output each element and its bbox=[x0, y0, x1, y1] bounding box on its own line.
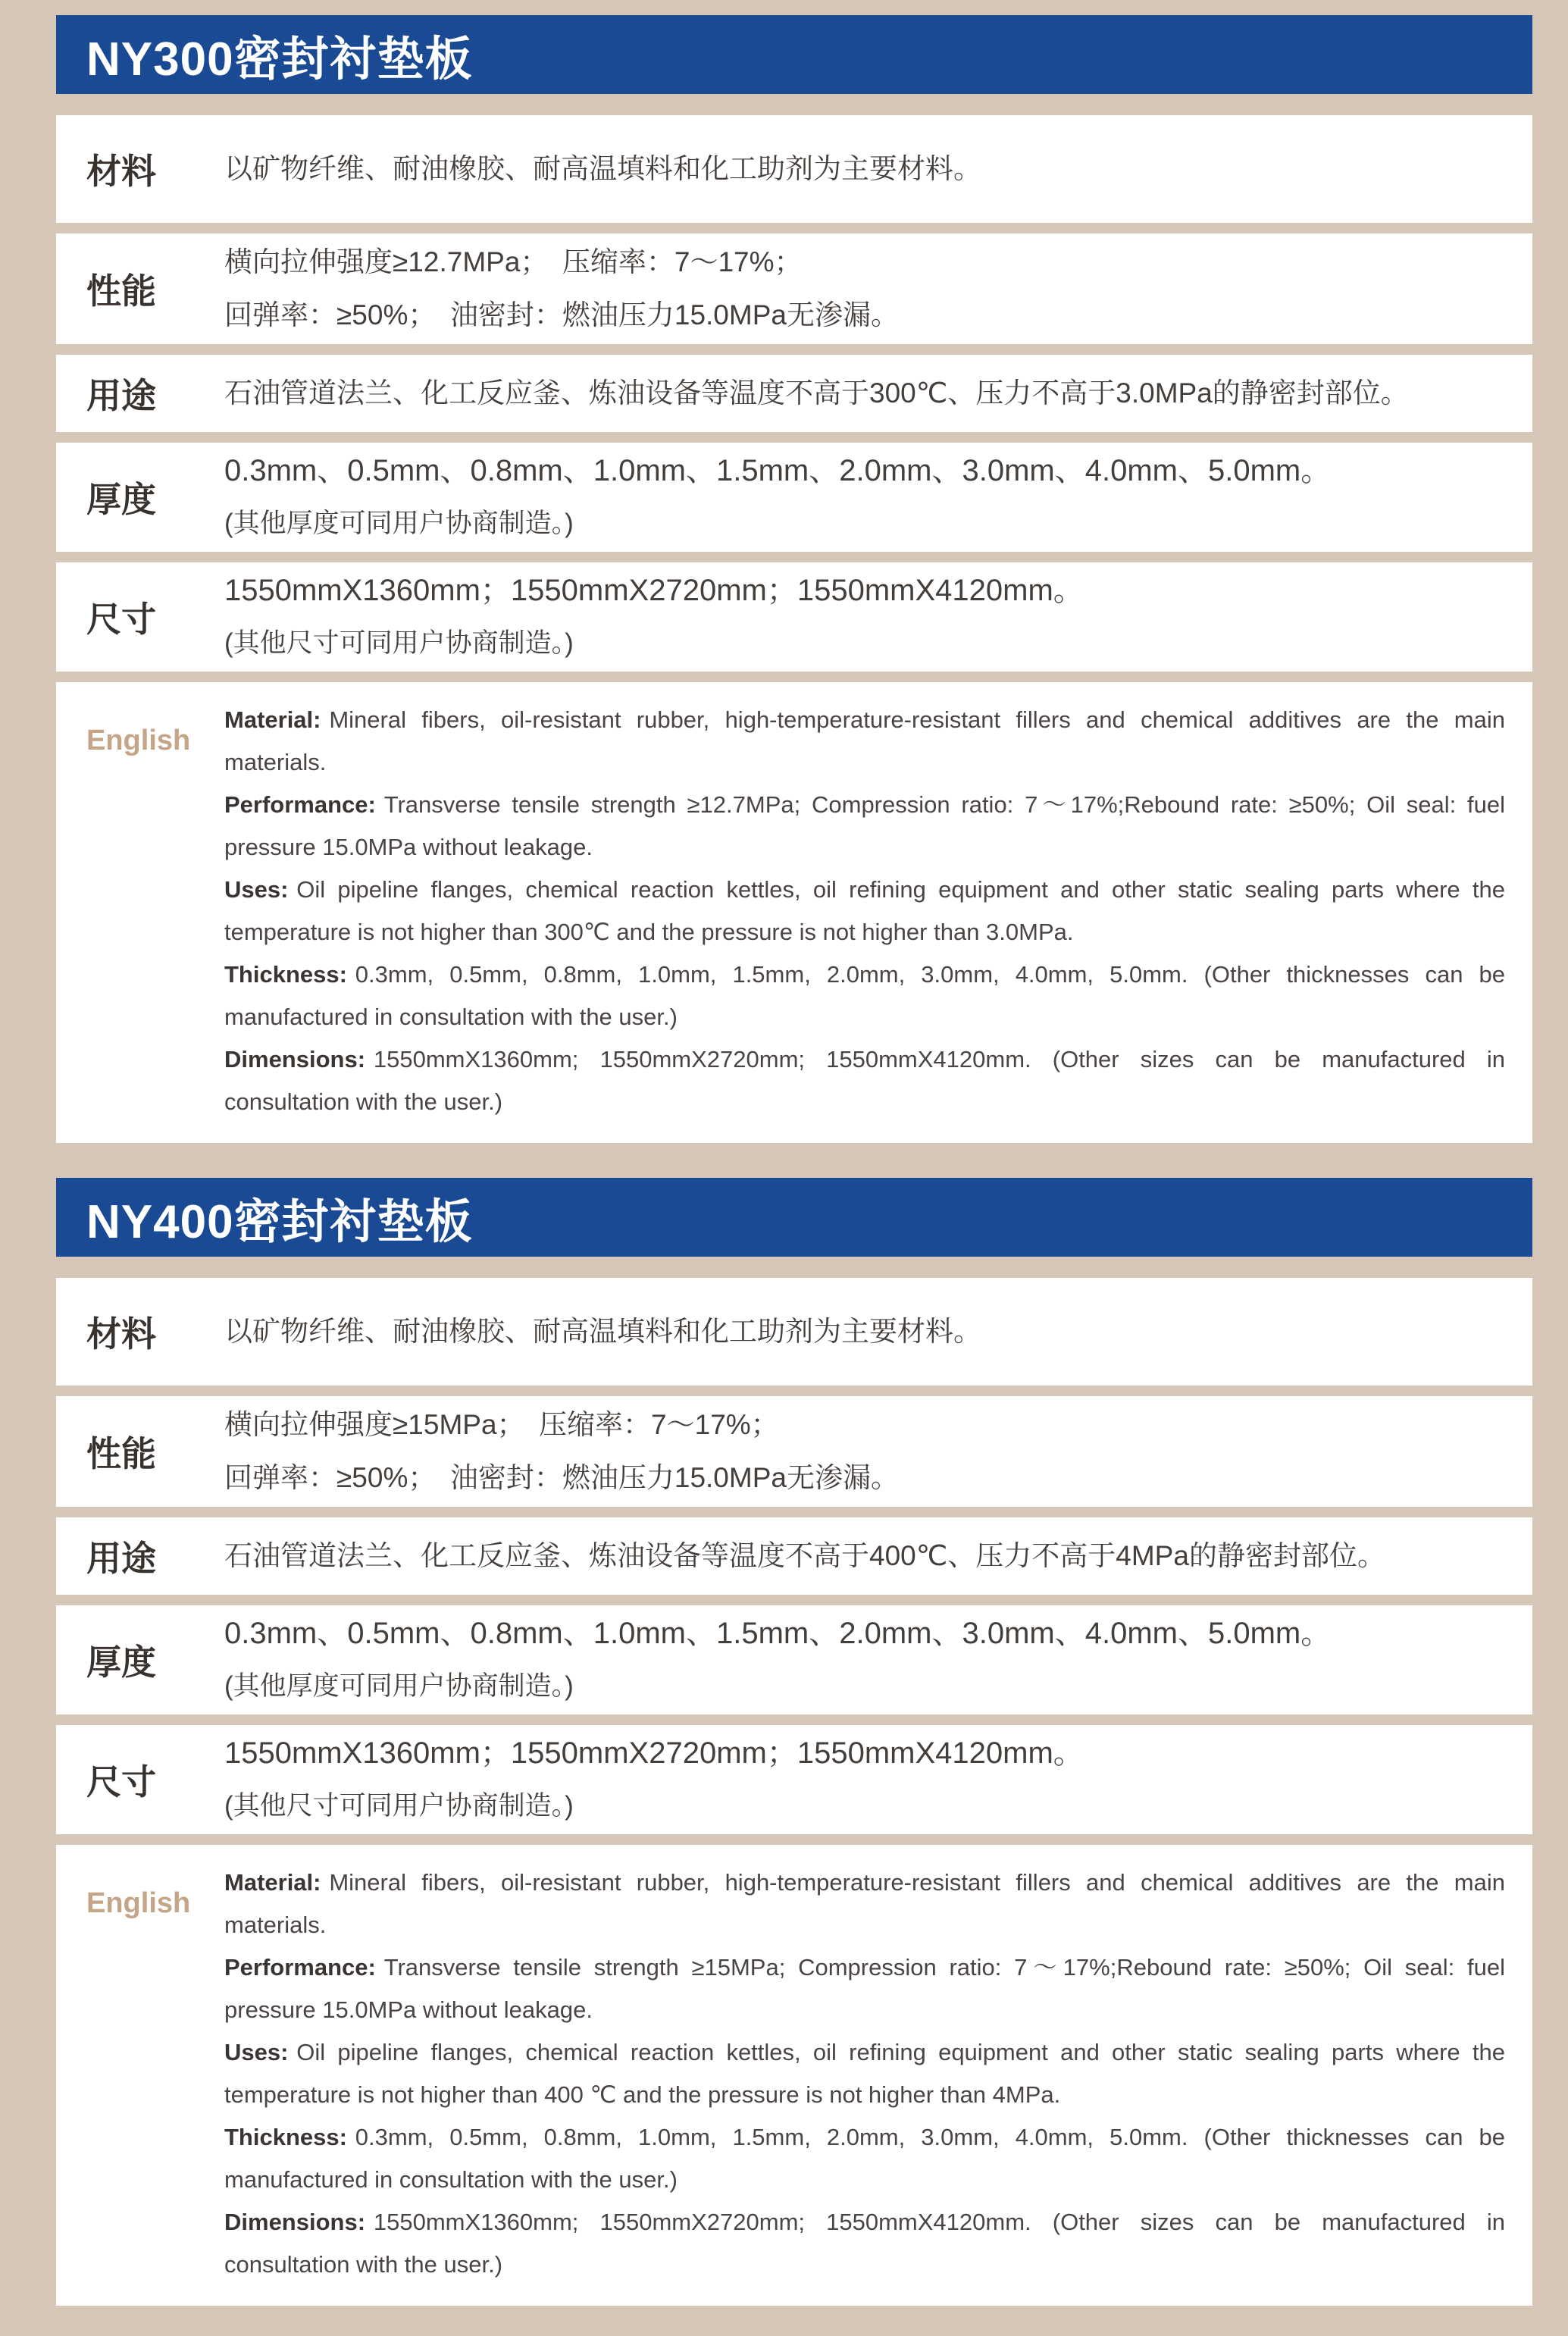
paragraph-text: Transverse tensile strength ≥12.7MPa; Compression ratio: 7～17%;Rebound rate: ≥50%; Oil seal: fuel pressure 15.0MPa without leakage. bbox=[224, 791, 1505, 860]
spec-text: 以矿物纤维、耐油橡胶、耐高温填料和化工助剂为主要材料。 bbox=[224, 153, 981, 184]
row-content bbox=[224, 1530, 1505, 1583]
paragraph-lead: Performance: bbox=[224, 1954, 376, 1981]
paragraph-text: Mineral fibers, oil-resistant rubber, high-temperature-resistant fillers and chemical additives are the main materials. bbox=[224, 1869, 1505, 1938]
paragraph-text: Oil pipeline flanges, chemical reaction kettles, oil refining equipment and other static sealing parts where the temperature is not higher than 400 ℃ and the pressure is not higher than 4MPa. bbox=[224, 2039, 1505, 2108]
row-label: 厚度 bbox=[86, 480, 156, 519]
spec-text: 回弹率：≥50%； 油密封：燃油压力15.0MPa无渗漏。 bbox=[224, 1462, 899, 1493]
spec-text: 石油管道法兰、化工反应釜、炼油设备等温度不高于300℃、压力不高于3.0MPa的静密封部位。 bbox=[224, 377, 1409, 409]
paragraph-text: 1550mmX1360mm; 1550mmX2720mm; 1550mmX4120mm. (Other sizes can be manufactured in consultation with the user.) bbox=[224, 2209, 1505, 2278]
english-label: English bbox=[86, 1887, 191, 1919]
row-label: 材料 bbox=[86, 1314, 156, 1354]
english-label: English bbox=[86, 725, 191, 756]
paragraph-text: 0.3mm, 0.5mm, 0.8mm, 1.0mm, 1.5mm, 2.0mm, 3.0mm, 4.0mm, 5.0mm. (Other thicknesses can be manufactured in consultation with the user.) bbox=[224, 961, 1505, 1030]
spec-row-performance bbox=[56, 233, 1532, 344]
paragraph-lead: Dimensions: bbox=[224, 2209, 366, 2235]
spec-row-thickness bbox=[56, 443, 1532, 552]
row-label: 尺寸 bbox=[86, 1762, 156, 1802]
paragraph-text: Mineral fibers, oil-resistant rubber, high-temperature-resistant fillers and chemical additives are the main materials. bbox=[224, 706, 1505, 775]
row-label: 用途 bbox=[86, 1539, 156, 1578]
paragraph-lead: Material: bbox=[224, 706, 321, 733]
paragraph-lead: Uses: bbox=[224, 2039, 289, 2065]
english-paragraph-material bbox=[224, 1862, 1505, 1946]
english-paragraph-uses bbox=[224, 869, 1505, 954]
row-content bbox=[224, 1607, 1505, 1713]
product-section-ny300 bbox=[56, 15, 1532, 1143]
english-paragraph-thickness bbox=[224, 2116, 1505, 2201]
spec-text: 以矿物纤维、耐油橡胶、耐高温填料和化工助剂为主要材料。 bbox=[224, 1316, 981, 1347]
row-label: 用途 bbox=[86, 376, 156, 415]
english-paragraph-performance bbox=[224, 784, 1505, 869]
paragraph-lead: Dimensions: bbox=[224, 1046, 366, 1072]
spec-row-performance bbox=[56, 1396, 1532, 1507]
spec-row-uses bbox=[56, 355, 1532, 432]
paragraph-text: 0.3mm, 0.5mm, 0.8mm, 1.0mm, 1.5mm, 2.0mm, 3.0mm, 4.0mm, 5.0mm. (Other thicknesses can be manufactured in consultation with the user.) bbox=[224, 2124, 1505, 2193]
paragraph-lead: Performance: bbox=[224, 791, 376, 818]
paragraph-lead: Thickness: bbox=[224, 961, 347, 988]
spec-text: (其他厚度可同用户协商制造。) bbox=[224, 1671, 574, 1701]
section-title: NY400密封衬垫板 bbox=[86, 1195, 473, 1248]
english-row bbox=[56, 682, 1532, 1143]
paragraph-lead: Uses: bbox=[224, 876, 289, 903]
english-paragraph-dimensions bbox=[224, 1038, 1505, 1123]
row-label: 尺寸 bbox=[86, 600, 156, 639]
row-content bbox=[224, 142, 1505, 196]
english-row bbox=[56, 1845, 1532, 2306]
row-label: 厚度 bbox=[86, 1642, 156, 1682]
english-paragraph-uses bbox=[224, 2031, 1505, 2116]
spec-text: 横向拉伸强度≥12.7MPa； 压缩率：7～17%； bbox=[224, 246, 803, 277]
row-content bbox=[224, 367, 1505, 420]
product-section-ny400 bbox=[56, 1178, 1532, 2306]
english-paragraph-dimensions bbox=[224, 2201, 1505, 2286]
row-content bbox=[224, 564, 1505, 670]
spec-text: 1550mmX1360mm；1550mmX2720mm；1550mmX4120mm。 bbox=[224, 1736, 1084, 1770]
spec-text: 石油管道法兰、化工反应釜、炼油设备等温度不高于400℃、压力不高于4MPa的静密封部位。 bbox=[224, 1540, 1385, 1571]
spec-text: (其他尺寸可同用户协商制造。) bbox=[224, 628, 574, 658]
english-paragraph-performance bbox=[224, 1946, 1505, 2031]
spec-row-dimensions bbox=[56, 562, 1532, 672]
spec-row-thickness bbox=[56, 1605, 1532, 1714]
english-paragraph-material bbox=[224, 699, 1505, 784]
spec-row-material bbox=[56, 115, 1532, 223]
english-paragraph-thickness bbox=[224, 954, 1505, 1038]
spec-row-dimensions bbox=[56, 1725, 1532, 1834]
row-content bbox=[224, 236, 1505, 342]
spec-text: (其他厚度可同用户协商制造。) bbox=[224, 509, 574, 538]
paragraph-text: 1550mmX1360mm; 1550mmX2720mm; 1550mmX4120mm. (Other sizes can be manufactured in consultation with the user.) bbox=[224, 1046, 1505, 1115]
section-title: NY300密封衬垫板 bbox=[86, 33, 473, 86]
paragraph-lead: Material: bbox=[224, 1869, 321, 1896]
section-header bbox=[56, 1178, 1532, 1257]
paragraph-text: Transverse tensile strength ≥15MPa; Compression ratio: 7～17%;Rebound rate: ≥50%; Oil seal: fuel pressure 15.0MPa without leakage. bbox=[224, 1954, 1505, 2023]
spec-text: 0.3mm、0.5mm、0.8mm、1.0mm、1.5mm、2.0mm、3.0mm、4.0mm、5.0mm。 bbox=[224, 454, 1332, 487]
row-label: 材料 bbox=[86, 152, 156, 191]
row-label: 性能 bbox=[86, 271, 156, 311]
english-content bbox=[224, 699, 1505, 1123]
spec-row-uses bbox=[56, 1517, 1532, 1595]
row-label: 性能 bbox=[86, 1434, 156, 1473]
spec-row-material bbox=[56, 1278, 1532, 1386]
spec-text: 1550mmX1360mm；1550mmX2720mm；1550mmX4120mm。 bbox=[224, 574, 1084, 607]
spec-text: (其他尺寸可同用户协商制造。) bbox=[224, 1791, 574, 1821]
paragraph-lead: Thickness: bbox=[224, 2124, 347, 2150]
spec-text: 0.3mm、0.5mm、0.8mm、1.0mm、1.5mm、2.0mm、3.0mm、4.0mm、5.0mm。 bbox=[224, 1617, 1332, 1650]
row-content bbox=[224, 1398, 1505, 1505]
section-header bbox=[56, 15, 1532, 94]
english-content bbox=[224, 1862, 1505, 2286]
row-content bbox=[224, 1727, 1505, 1833]
row-content bbox=[224, 1305, 1505, 1358]
row-content bbox=[224, 444, 1505, 550]
spec-text: 回弹率：≥50%； 油密封：燃油压力15.0MPa无渗漏。 bbox=[224, 299, 899, 330]
paragraph-text: Oil pipeline flanges, chemical reaction kettles, oil refining equipment and other static sealing parts where the temperature is not higher than 300℃ and the pressure is not higher than 3.0MPa. bbox=[224, 876, 1505, 945]
spec-text: 横向拉伸强度≥15MPa； 压缩率：7～17%； bbox=[224, 1409, 779, 1440]
